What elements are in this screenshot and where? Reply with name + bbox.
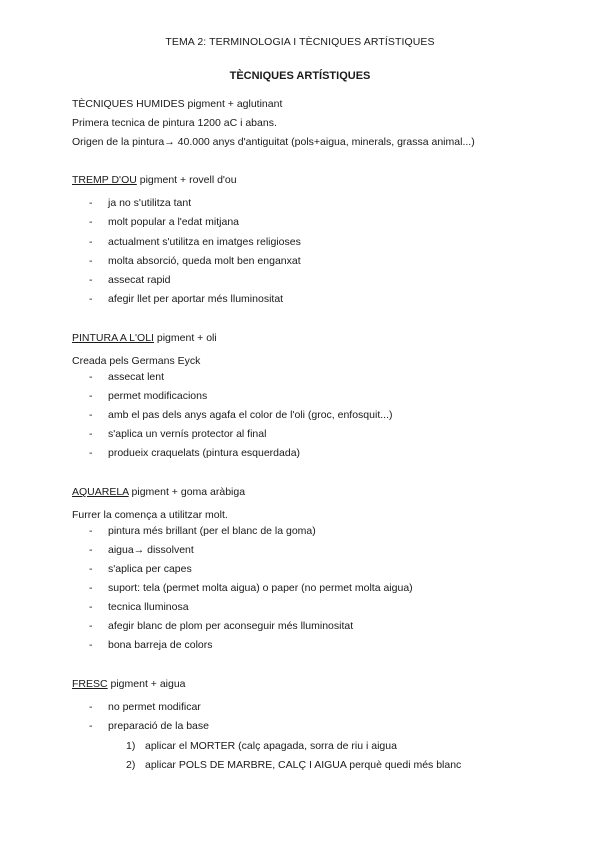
section-description: pigment + goma aràbiga bbox=[128, 486, 246, 498]
section-title: TREMP D'OU bbox=[72, 174, 137, 186]
section-note: Furrer la comença a utilitzar molt. bbox=[72, 509, 228, 521]
section-title: AQUARELA bbox=[72, 486, 129, 498]
section-title: FRESC bbox=[72, 678, 108, 690]
section-heading-aquarela bbox=[72, 487, 245, 498]
section-heading-fresc bbox=[72, 679, 186, 690]
intro-line: Origen de la pintura→ 40.000 anys d'antiguitat (pols+aigua, minerals, grassa animal...) bbox=[72, 136, 475, 148]
document-page: TEMA 2: TERMINOLOGIA I TÈCNIQUES ARTÍSTIQUES TÈCNIQUES ARTÍSTIQUES TÈCNIQUES HUMIDES pigment + aglutinant Primera tecnica de pintura 1200 aC i abans. Origen de la pintura→ 40.000 anys d'antiguitat (pols+aigua, minerals, grassa animal...) TREMP D'OU pigment + rovell d'ou - ja no s'utilitza tant - molt popular a l'edat mitjana - actualment s'utilitza en imatges religioses - molta absorció, queda molt ben enganxat - assecat rapid - afegir llet per aportar més lluminositat PINTURA A L'OLI pigment + oli Creada pels Germans Eyck - assecat lent - permet modificacions - amb el pas dels anys agafa el color de l'oli (groc, enfosquit...) - s'aplica un vernís protector al final - produeix craquelats (pintura esquerdada) AQUARELA pigment + goma aràbiga Furrer la comença a utilitzar molt. - pintura més brillant (per el blanc de la goma) - aigua→ dissolvent - s'aplica per capes - suport: tela (permet molta aigua) o paper (no permet molta aigua) - tecnica lluminosa - afegir blanc de plom per aconseguir més lluminositat - bona barreja de colors FRESC pigment + aigua - no permet modificar - preparació de la base 1) aplicar el MORTER (calç apagada, sorra de riu i aigua 2) aplicar POLS DE MARBRE, CALÇ I AIGUA perquè quedi més blanc bbox=[0, 0, 600, 848]
intro-line: Primera tecnica de pintura 1200 aC i abans. bbox=[72, 117, 277, 129]
section-heading-oli bbox=[72, 333, 217, 344]
section-description: pigment + oli bbox=[153, 332, 217, 344]
section-heading-tremp bbox=[72, 175, 237, 186]
section-description: pigment + rovell d'ou bbox=[136, 174, 237, 186]
document-title: TÈCNIQUES ARTÍSTIQUES bbox=[229, 70, 371, 82]
section-description: pigment + aigua bbox=[107, 678, 186, 690]
intro-line: TÈCNIQUES HUMIDES pigment + aglutinant bbox=[72, 98, 283, 110]
section-title: PINTURA A L'OLI bbox=[72, 332, 154, 344]
section-note: Creada pels Germans Eyck bbox=[72, 355, 201, 367]
header-title: TEMA 2: TERMINOLOGIA I TÈCNIQUES ARTÍSTIQUES bbox=[165, 36, 435, 48]
